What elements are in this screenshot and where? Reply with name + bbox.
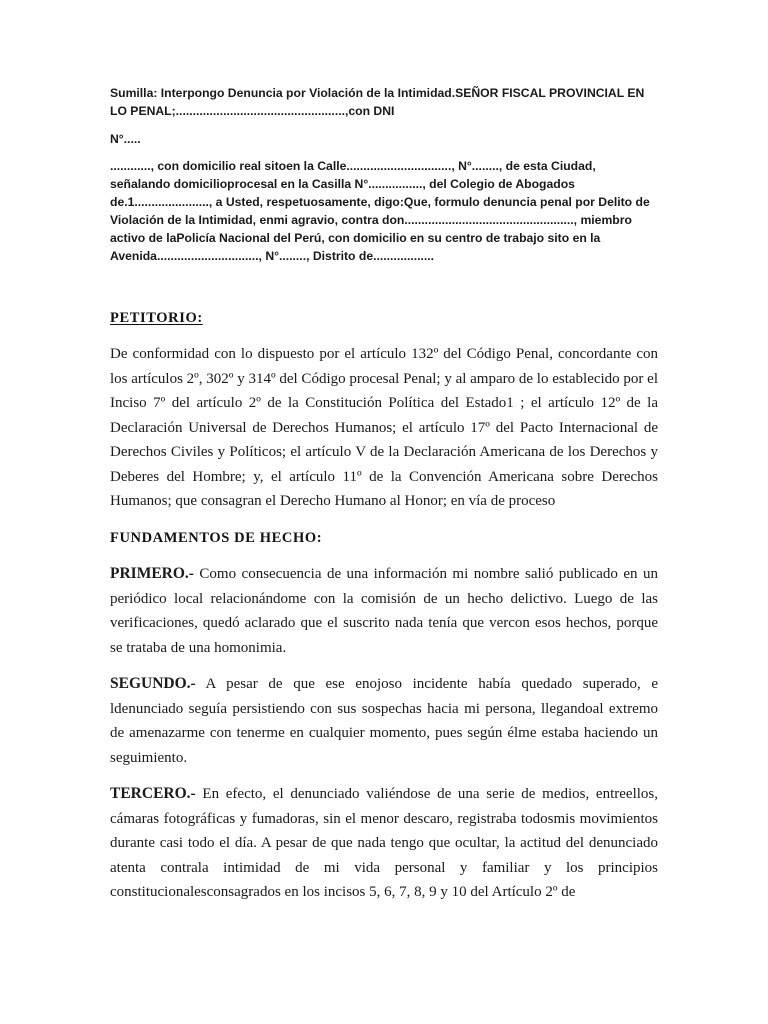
- paragraph-tercero-label: TERCERO.-: [110, 785, 196, 802]
- paragraph-primero-text: Como consecuencia de una información mi nombre salió publicado en un periódico local relacionándome con la comisión de un hecho delictivo. Luego de las verificaciones, quedó aclarado que el suscrito nada tenía que vercon esos hechos, porque se trataba de una homonimia.: [110, 566, 658, 656]
- petitorio-paragraph: De conformidad con lo dispuesto por el artículo 132º del Código Penal, concordante con los artículos 2º, 302º y 314º del Código procesal Penal; y al amparo de lo establecido por el Inciso 7º del artículo 2º de la Constitución Política del Estado1 ; el artículo 12º de la Declaración Universal de Derechos Humanos; el artículo 17º del Pacto Internacional de Derechos Civiles y Políticos; el artículo V de la Declaración Americana de los Derechos y Deberes del Hombre; y, el artículo 11º de la Convención Americana sobre Derechos Humanos; que consagran el Derecho Humano al Honor; en vía de proceso: [110, 346, 658, 509]
- sumilla-line: Sumilla: Interpongo Denuncia por Violación de la Intimidad.SEÑOR FISCAL PROVINCIAL EN LO PENAL;..................................................,con DNI: [110, 86, 645, 118]
- paragraph-primero: [110, 562, 658, 660]
- paragraph-primero-label: PRIMERO.-: [110, 565, 194, 582]
- fundamentos-heading: FUNDAMENTOS DE HECHO:: [110, 530, 323, 546]
- paragraph-tercero: [110, 782, 658, 905]
- petitorio-heading: PETITORIO:: [110, 310, 203, 326]
- intro-paragraph: ............, con domicilio real sitoen la Calle..............................., N°........, de esta Ciudad, señalando domicilioprocesal en la Casilla N°................, del Colegio de Abogados de.1......................, a Usted, respetuosamente, digo:Que, formulo denuncia penal por Delito de Violación de la Intimidad, enmi agravio, contra don.................................................., miembro activo de laPolicía Nacional del Perú, con domicilio en su centro de trabajo sito en la Avenida.............................., N°........, Distrito de..................: [110, 159, 650, 263]
- dni-number-line: N°.....: [110, 132, 141, 146]
- paragraph-segundo-text: A pesar de que ese enojoso incidente había quedado superado, e ldenunciado seguía persistiendo con sus sospechas hacia mi persona, llegandoal extremo de amenazarme con tenerme en cualquier momento, pues según élme estaba haciendo un seguimiento.: [110, 676, 658, 766]
- paragraph-segundo: [110, 672, 658, 770]
- paragraph-segundo-label: SEGUNDO.-: [110, 675, 196, 692]
- paragraph-tercero-text: En efecto, el denunciado valiéndose de una serie de medios, entreellos, cámaras fotográficas y fumadoras, sin el menor descaro, registraba todosmis movimientos durante casi todo el día. A pesar de que nada tengo que ocultar, la actitud del denunciado atenta contrala intimidad de mi vida personal y familiar y los principios constitucionalesconsagrados en los incisos 5, 6, 7, 8, 9 y 10 del Artículo 2º de: [110, 786, 658, 900]
